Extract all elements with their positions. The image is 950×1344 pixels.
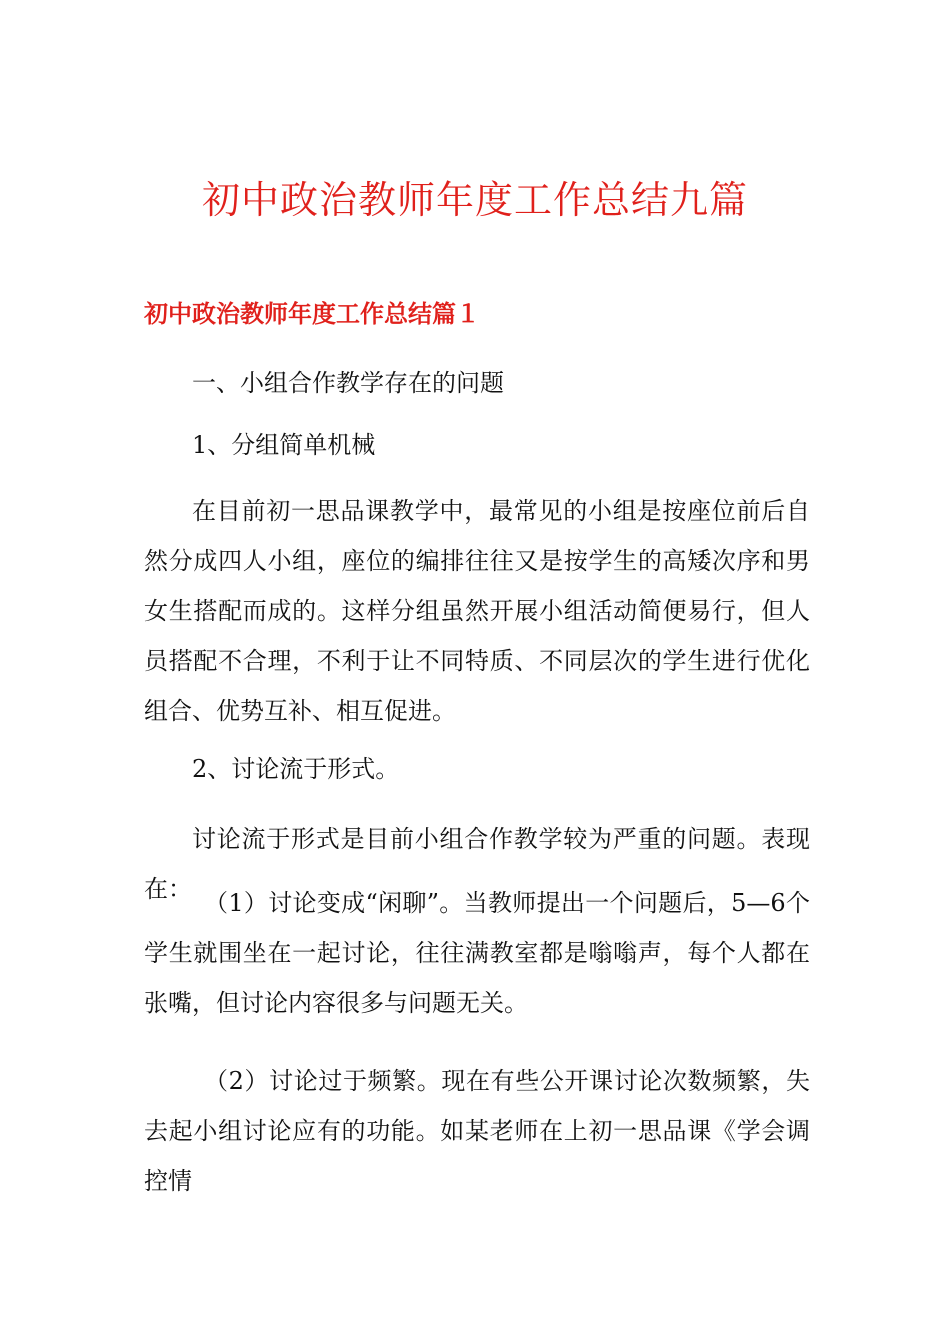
section-heading: 初中政治教师年度工作总结篇１	[144, 300, 480, 328]
paragraph-discussion-frequent: （2）讨论过于频繁。现在有些公开课讨论次数频繁，失去起小组讨论应有的功能。如某老师在上初一思品课《学会调控情	[144, 1067, 810, 1195]
document-title: 初中政治教师年度工作总结九篇	[201, 178, 748, 222]
paragraph-subheading-discussion: 2、讨论流于形式。	[192, 755, 400, 783]
paragraph-grouping-detail: 在目前初一思品课教学中，最常见的小组是按座位前后自然分成四人小组，座位的编排往往又是按学生的高矮次序和男女生搭配而成的。这样分组虽然开展小组活动简便易行，但人员搭配不合理，不利于让不同特质、不同层次的学生进行优化组合、优势互补、相互促进。	[144, 497, 810, 725]
paragraph-subheading-grouping: 1、分组简单机械	[192, 431, 376, 459]
paragraph-heading-problems: 一、小组合作教学存在的问题	[192, 369, 504, 397]
paragraph-discussion-intro: 讨论流于形式是目前小组合作教学较为严重的问题。表现在：	[144, 825, 810, 903]
paragraph-discussion-chat: （1）讨论变成“闲聊”。当教师提出一个问题后，5—6个学生就围坐在一起讨论，往往满教室都是嗡嗡声，每个人都在张嘴，但讨论内容很多与问题无关。	[144, 889, 810, 1017]
